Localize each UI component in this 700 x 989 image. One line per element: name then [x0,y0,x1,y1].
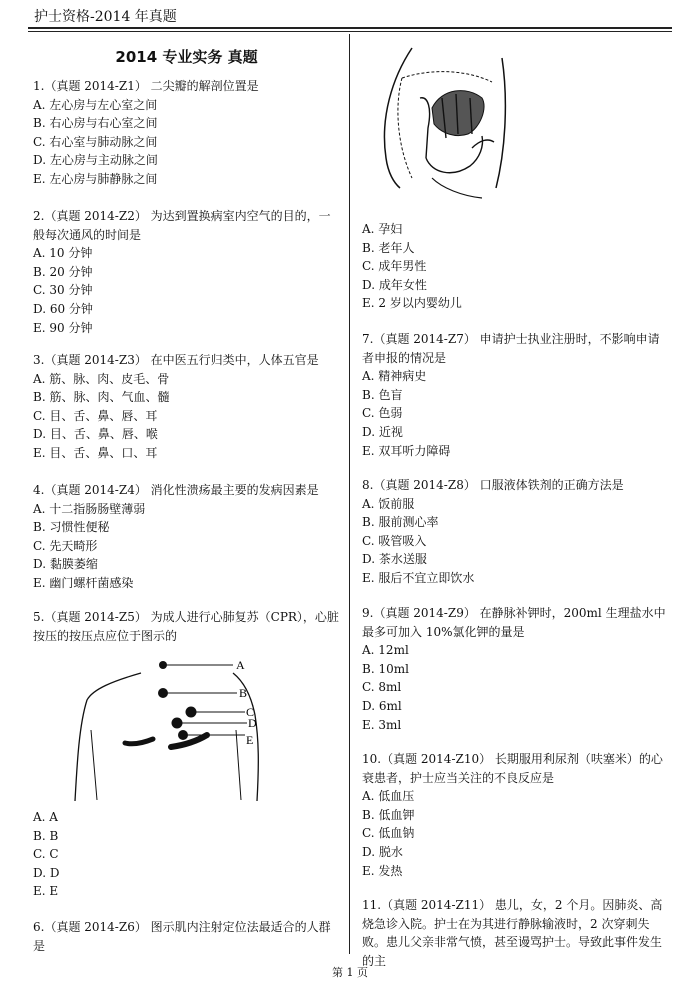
option: E. 左心房与肺静脉之间 [33,171,158,186]
question-stem: 4.（真题 2014-Z4） 消化性溃疡最主要的发病因素是 [33,483,319,497]
question-stem: 11.（真题 2014-Z11） 患儿，女，2 个月。因肺炎、高烧急诊入院。护士在为其进行静脉输液时，2 次穿刺失败。患儿父亲非常气愤，甚至谩骂护士。导致此事件发生的主 [362,898,663,968]
option: E. 发热 [362,863,403,878]
injection-site-figure [372,38,522,208]
page-title: 2014 专业实务 真题 [115,48,258,66]
option: C. 目、舌、鼻、唇、耳 [33,408,158,423]
question-7 [362,330,670,460]
option: B. 低血钾 [362,807,415,822]
option: A. 筋、脉、肉、皮毛、骨 [33,371,170,386]
question-6-options [362,220,670,313]
figure-label-b: B [239,686,248,700]
question-6-stem [33,918,340,955]
question-stem: 8.（真题 2014-Z8） 口服液体铁剂的正确方法是 [362,478,624,492]
option: A. 精神病史 [362,369,427,384]
question-1 [33,77,340,189]
question-stem: 5.（真题 2014-Z5） 为成人进行心肺复苏（CPR），心脏按压的按压点应位于图示的 [33,610,339,643]
option: B. 老年人 [362,240,415,255]
point-e-marker [178,730,188,740]
point-b-marker [158,688,168,698]
option: D. D [33,865,60,880]
option: C. 先天畸形 [33,538,98,553]
option: D. 茶水送服 [362,552,427,567]
point-a-marker [159,661,167,669]
figure-label-c: C [246,705,255,719]
figure-label-e: E [246,733,254,747]
question-stem: 1.（真题 2014-Z1） 二尖瓣的解剖位置是 [33,79,259,93]
question-5-options [33,808,340,901]
option: C. 吸管吸入 [362,533,427,548]
option: E. 2 岁以内婴幼儿 [362,296,462,311]
option: B. 色盲 [362,387,403,402]
question-stem: 7.（真题 2014-Z7） 申请护士执业注册时，不影响申请者申报的情况是 [362,332,660,365]
running-header: 护士资格-2014 年真题 [34,9,177,25]
question-2 [33,207,340,337]
question-stem: 9.（真题 2014-Z9） 在静脉补钾时，200ml 生理盐水中最多可加入 10%氯化钾的量是 [362,606,666,639]
option: A. 左心房与左心室之间 [33,97,158,112]
option: C. 低血钠 [362,826,415,841]
column-divider [349,34,350,954]
option: C. 右心室与肺动脉之间 [33,134,158,149]
option: B. 服前测心率 [362,515,439,530]
question-8 [362,476,670,588]
option: E. E [33,884,59,899]
option: D. 成年女性 [362,277,427,292]
question-10 [362,750,670,880]
header-rule [28,31,672,32]
option: C. 8ml [362,680,402,695]
question-11 [362,896,670,970]
option: A. 十二指肠肠壁薄弱 [33,501,146,516]
option: D. 近视 [362,424,403,439]
option: E. 90 分钟 [33,320,93,335]
option: D. 60 分钟 [33,301,93,316]
option: D. 左心房与主动脉之间 [33,153,158,168]
option: B. 习惯性便秘 [33,520,110,535]
question-4 [33,481,340,593]
option: B. 筋、脉、肉、气血、髓 [33,390,170,405]
option: D. 目、舌、鼻、唇、喉 [33,427,158,442]
figure-label-d: D [248,716,257,730]
question-9 [362,604,670,734]
option: A. 12ml [362,643,409,658]
option: A. 饭前服 [362,496,415,511]
page-number: 第 1 页 [332,966,368,979]
option: A. 孕妇 [362,222,403,236]
option: C. 30 分钟 [33,283,93,298]
option: D. 黏膜萎缩 [33,557,98,572]
option: D. 脱水 [362,844,403,859]
question-stem: 6.（真题 2014-Z6） 图示肌内注射定位法最适合的人群是 [33,920,331,953]
point-c-marker [186,707,197,718]
option: B. 右心房与右心室之间 [33,116,158,131]
question-stem: 2.（真题 2014-Z2） 为达到置换病室内空气的目的，一般每次通风的时间是 [33,209,331,242]
option: E. 3ml [362,717,402,732]
header-rule [28,27,672,29]
option: E. 幽门螺杆菌感染 [33,575,134,590]
point-d-marker [172,718,183,729]
option: C. C [33,847,59,862]
option: B. 20 分钟 [33,264,93,279]
question-stem: 10.（真题 2014-Z10） 长期服用利尿剂（呋塞米）的心衰患者，护士应当关注的不良反应是 [362,752,663,785]
option: D. 6ml [362,698,402,713]
question-stem: 3.（真题 2014-Z3） 在中医五行归类中，人体五官是 [33,353,319,367]
option: A. A [33,810,58,824]
figure-label-a: A [236,658,245,672]
option: E. 双耳听力障碍 [362,443,451,458]
option: C. 色弱 [362,406,403,421]
cpr-chest-figure [73,655,273,803]
option: B. 10ml [362,661,409,676]
option: B. B [33,828,59,843]
option: E. 服后不宜立即饮水 [362,570,475,585]
option: C. 成年男性 [362,259,427,274]
question-5 [33,608,340,645]
question-3 [33,351,340,463]
option: E. 目、舌、鼻、口、耳 [33,445,158,460]
option: A. 10 分钟 [33,246,93,261]
body-outline [75,673,141,801]
option: A. 低血压 [362,789,415,804]
